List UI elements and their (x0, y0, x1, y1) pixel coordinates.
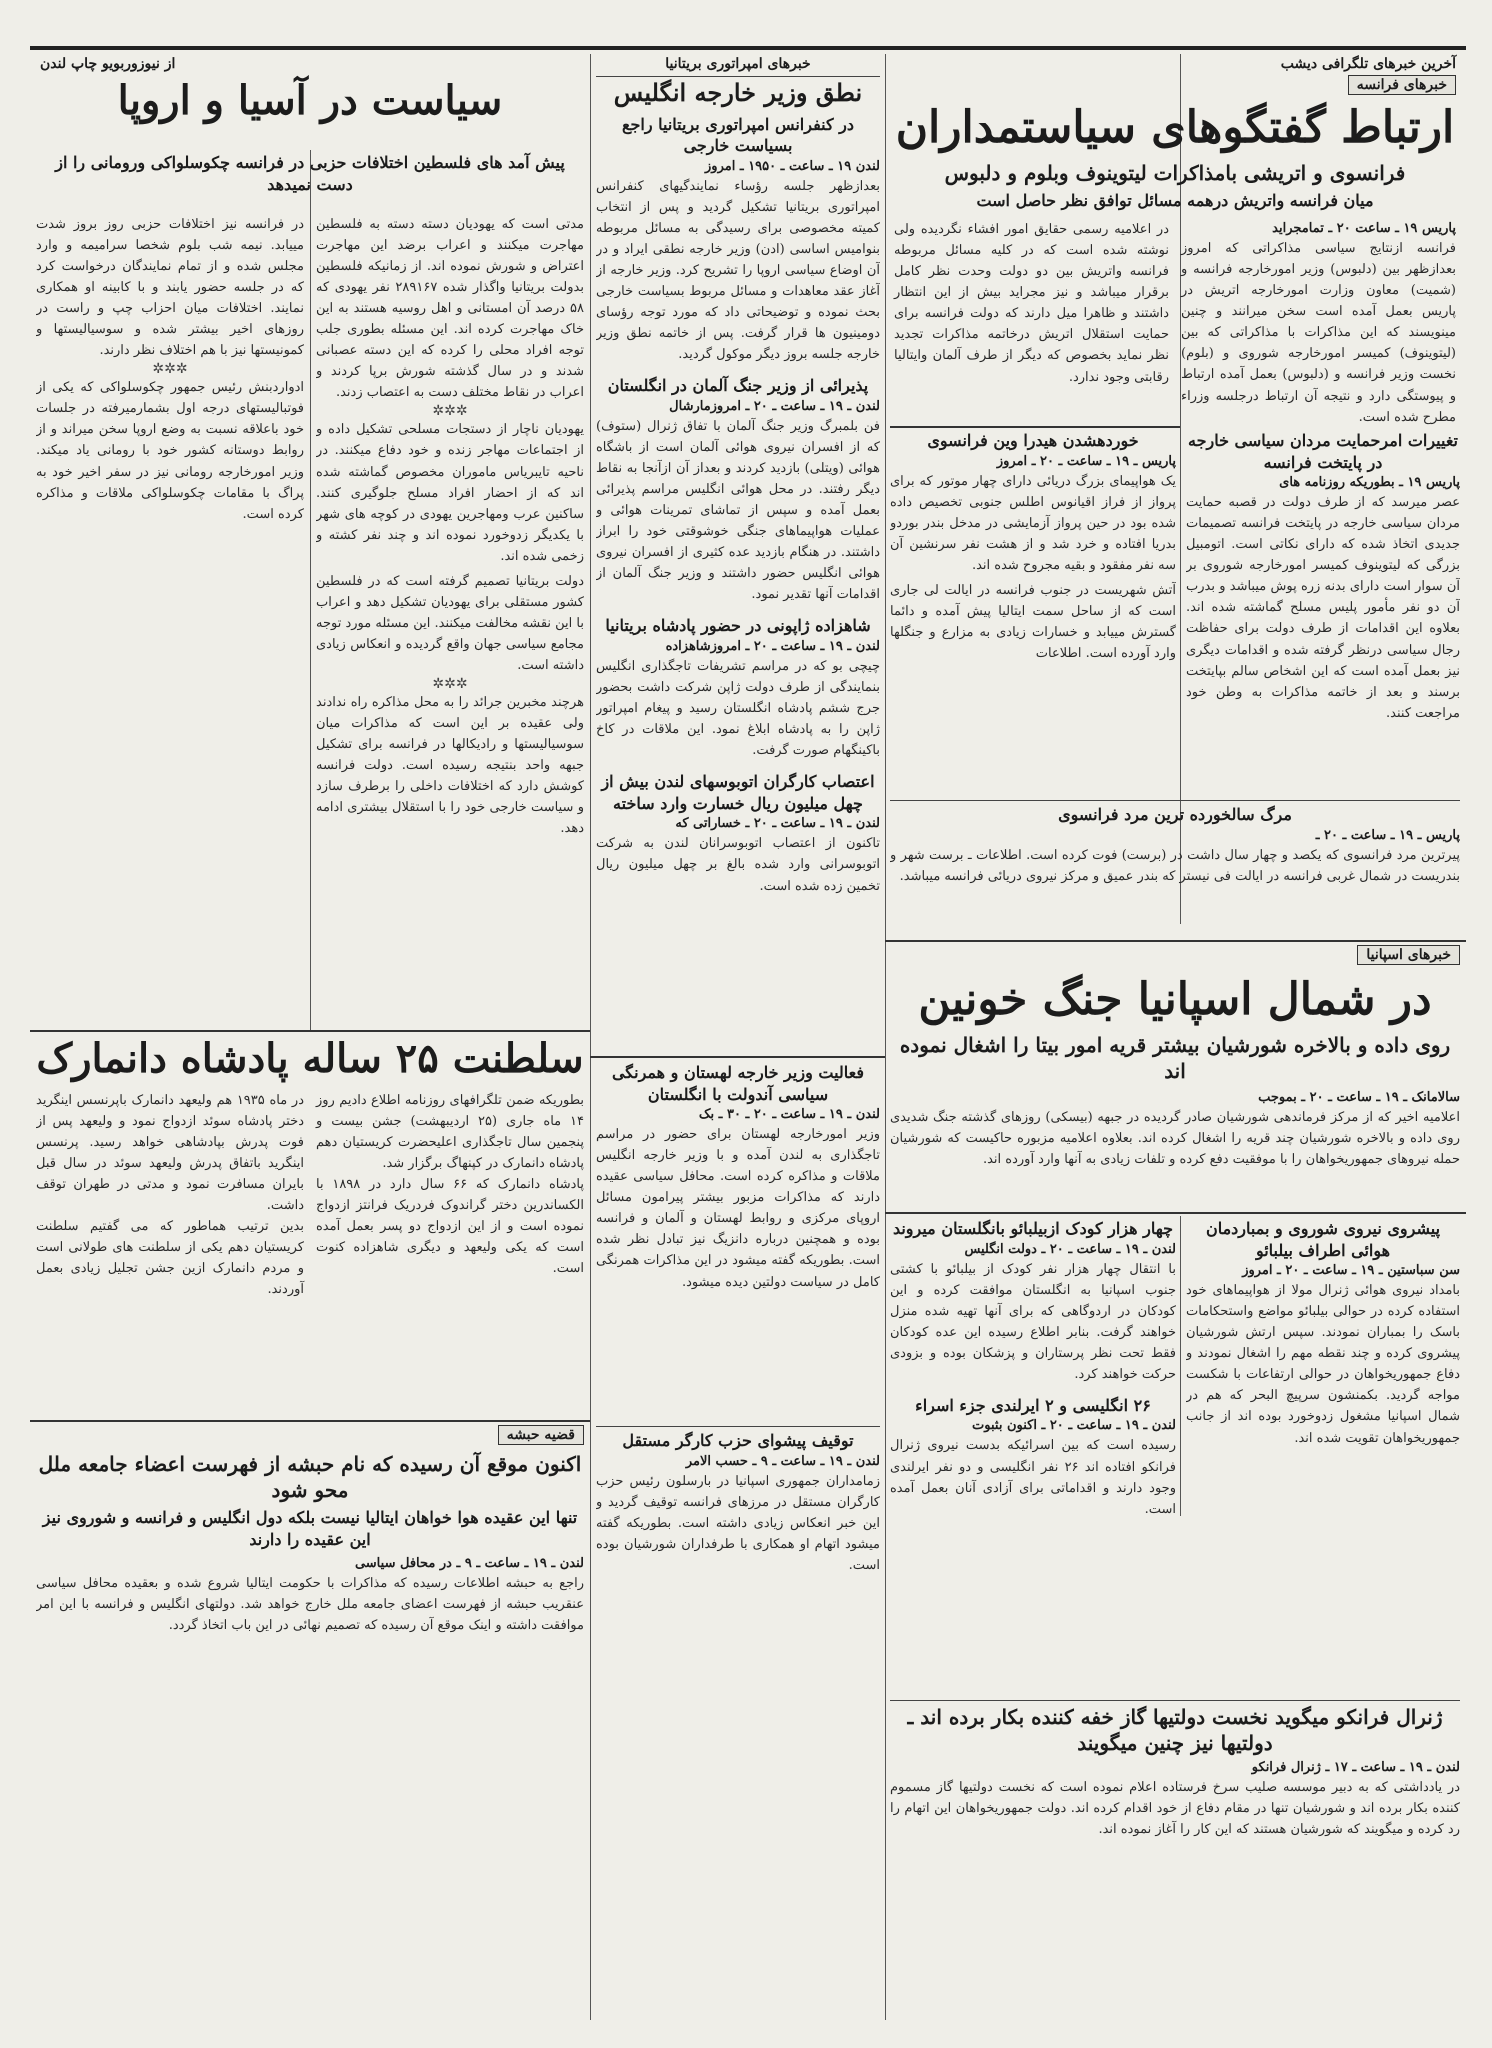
airforce-body: بامداد نیروی هوائی ژنرال مولا از هواپیماهای خود استفاده کرده در حوالی بیلبائو مواضع واستحکامات باسک را بمباران نمودند. سپس ارتش شورشیان پیشروی کرده و چند نقطه مهم را اشغال نمودند و دفاع جمهوریخواهان در حوالی ارتفاعات با شکست مواجه گردید. بکمنشون سرپیچ البحر که هم در شمال اسپانیا مشغول زدوخورد بوده اند از جانب جمهوریخواهان تقویت شده اند. (1186, 1283, 1460, 1446)
poland-dateline: لندن ـ ۱۹ ـ ساعت ـ ۲۰ ـ ۳۰ ـ بک (698, 1107, 880, 1123)
masthead-label-left: از نیوزوربویو چاپ لندن (40, 56, 176, 72)
article-oldest-man (890, 804, 1460, 934)
empire-dateline: لندن ۱۹ ـ ساعت ـ ۱۹۵۰ ـ امروز (705, 158, 880, 174)
article-gas (890, 1704, 1460, 2024)
children-headline: چهار هزار کودک ازبیلبائو بانگلستان میروند (892, 1219, 1174, 1238)
empire-column (596, 54, 880, 1054)
denmark-headline: سلطنت ۲۵ ساله پادشاه دانمارک (36, 1036, 584, 1082)
divider (596, 1426, 880, 1427)
airforce-dateline: سن سباستین ـ ۱۹ ـ ساعت ـ ۲۰ ـ امروز (1242, 1263, 1460, 1279)
prisoners-body: رسیده است که بین اسرائیکه بدست نیروی ژنرال فرانکو افتاده اند ۲۶ نفر انگلیسی و دو نفر ایرلندی وجود دارند و اقداماتی برای آزادی آنان بعمل آمده است. (890, 1438, 1176, 1517)
children-dateline: لندن ـ ۱۹ ـ ساعت ـ ۲۰ ـ دولت انگلیس (964, 1241, 1176, 1257)
labour-headline: توقیف پیشوای حزب کارگر مستقل (622, 1431, 854, 1450)
bus-strike-dateline: لندن ـ ۱۹ ـ ساعت ـ ۲۰ ـ خساراتی که (675, 816, 880, 832)
german-minister-headline: پذیرائی از وزیر جنگ آلمان در انگلستان (607, 376, 869, 396)
denmark-body-2: پادشاه دانمارک که ۶۶ سال دارد در ۱۸۹۸ با الکساندرین دختر گراندوک فردریک فرانتز ازدواج نموده است و از این ازدواج دو پسر بعمل آمده است که یکی ولیعهد و دیگری شاهزاده کنوت است. (316, 1177, 584, 1277)
divider (890, 800, 1460, 801)
divider (590, 1056, 885, 1058)
denmark-body: بطوریکه ضمن تلگرافهای روزنامه اطلاع دادیم روز ۱۴ ماه جاری (۲۵ اردیبهشت) جشن بیست و پنجمین سال تاجگذاری اعلیحضرت کریستیان دهم پادشاه دانمارک در کپنهاگ برگزار شد. (316, 1093, 584, 1172)
japan-prince-dateline: لندن ـ ۱۹ ـ ساعت ـ ۲۰ ـ امروزشاهزاده (665, 639, 880, 655)
spain-body: اعلامیه اخیر که از مرکز فرماندهی شورشیان صادر گردیده در جبهه (بیسکی) روزهای گذشته جنگ شدیدی روی داده و بالاخره شورشیان چند قریه را اشغال کرده اند. بعلاوه اعلامیه مزبوره حاکیست که شورشیان حمله نیروهای جمهوریخواهان را با موفقیت دفع کرده و تلفات زیادی به آنها وارد آورده اند. (890, 1109, 1460, 1167)
asia-europe-headline: سیاست در آسیا و اروپا (117, 77, 503, 124)
section-label-abyssinia: قضیه حبشه (498, 1425, 584, 1445)
palestine-body-final: دولت بریتانیا تصمیم گرفته است که در فلسطین کشور مستقلی برای یهودیان تشکیل دهد و اعراب با این نقشه مخالفت میکنند. این مسئله مورد توجه مجامع سیاسی جهان واقع گردیده و انعکاس زیادی داشته است. (316, 573, 584, 673)
asia-europe-sub (36, 152, 584, 212)
czech-body: ادواردبنش رئیس جمهور چکوسلواکی که یکی از فوتبالیستهای درجه اول بشمارمیرفته در جلسات خود باعلاقه نسبت به وضع اروپا سخن میراند و از روابط دوستانه کشور خود با رومانی یاد میکند. وزیر امورخارجه رومانی نیز در سفر اخیر خود به پراگ با مقامات چکوسلواکی ملاقات و مذاکره کرده است. (36, 380, 304, 522)
japan-prince-body: چیچی بو که در مراسم تشریفات تاجگذاری انگلیس بنمایندگی از طرف دولت ژاپن شرکت داشت بحضور جرج ششم پادشاه انگلستان رسید و پیغام امپراتور ژاپن را به پادشاه ابلاغ نمود. این ملاقات در کاخ باکینگهام صورت گرفت. (596, 659, 880, 759)
spain-headline: در شمال اسپانیا جنگ خونین (918, 974, 1432, 1025)
divider (890, 1700, 1460, 1701)
asia-europe-subheadline: پیش آمد های فلسطین اختلافات حزبی در فرانسه چکوسلواکی ورومانی را از دست نمیدهد (55, 153, 565, 194)
france-body-continued: در اعلامیه رسمی حقایق امور افشاء نگردیده ولی نوشته شده است که در کلیه مسائل مربوطه فرانسه واتریش بین دو دولت وحدت نظر کامل برقرار میباشد و نیز مجراید بیش از این انتظار داشتند و ظاهرا میل دارند که دولت فرانسه برای حمایت استقلال اتریش درخاتمه مذاکرات تجدید نظر نماید بخصوص که دیگر از طرف آلمان وایتالیا رقابتی وجود ندارد. (894, 222, 1169, 385)
column-divider (590, 54, 591, 1114)
poland-headline: فعالیت وزیر خارجه لهستان و همرنگی سیاسی آندولت با انگلستان (611, 1063, 865, 1104)
france-dateline: پاریس ۱۹ ـ ساعت ۲۰ ـ تمامجراید (1272, 221, 1456, 237)
asia-europe-column-b (36, 214, 304, 1024)
abyssinia-subheadline: تنها این عقیده هوا خواهان ایتالیا نیست بلکه دول انگلیس و فرانسه و شوروی نیز این عقیده را دارند (42, 1508, 578, 1549)
palestine-body: مدتی است که یهودیان دسته دسته به فلسطین مهاجرت میکنند و اعراب برضد این مهاجرت اعتراض و شورش نموده اند. از زمانیکه فلسطین بدولت بریتانیا واگذار شده ۲۸۹۱۶۷ نفر یهودی که ۵۸ درصد آن امستانی و اهل روسیه هستند به این خاک مهاجرت کرده اند. این مسئله بطوری جلب توجه افراد محلی را کرده که این دسته عصبانی شدند و در سال گذشته شورش برپا کردند و اعراب در نقاط مختلف دست به اعتصاب زدند. (316, 217, 584, 401)
gas-headline: ژنرال فرانکو میگوید نخست دولتیها گاز خفه کننده بکار برده اند ـ دولتیها نیز چنین میگویند (907, 1705, 1443, 1755)
asia-europe-header (36, 54, 584, 154)
oldest-dateline: پاریس ـ ۱۹ ـ ساعت ـ ۲۰ ـ (1315, 827, 1460, 843)
separator-stars: ✲✲✲ (432, 403, 468, 420)
france-headline: ارتباط گفتگوهای سیاستمداران (895, 102, 1455, 153)
section-label-spain: خبرهای اسپانیا (1357, 945, 1460, 965)
seaplane-headline: خوردهشدن هیدرا وین فرانسوی (927, 431, 1139, 450)
masthead-label: آخرین خبرهای تلگرافی دیشب (1280, 56, 1456, 72)
politicians-headline: تغییرات امرحمایت مردان سیاسی خارجه در پایتخت فرانسه (1188, 431, 1458, 472)
abyssinia-body: راجع به حبشه اطلاعات رسیده که مذاکرات با حکومت ایتالیا شروع شده و بعقیده محافل سیاسی عنقریب حبشه از فهرست اعضای جامعه ملل خارج خواهد شد. دولتهای انگلیس و فرانسه با این امر موافقت داشته و اینک موقع آن رسیده که تصمیم نهائی در این باب اتخاذ گردد. (36, 1576, 584, 1634)
article-seaplane (890, 430, 1176, 850)
politicians-body: عصر میرسد که از طرف دولت در قصبه حمایت مردان سیاسی خارجه در پایتخت فرانسه تصمیمات جدیدی اتخاذ شده که دارای نکاتی است. اتومبیل بزرگی که لیتوینوف کمیسر امورخارجه شوروی بر آن سوار است دارای بدنه زره پوش میباشد و بدرب آن دو نفر مأمور پلیس مسلح گماشته شده اند. بعلاوه این اقدامات از طرف دولت برای حفاظت رجال سیاسی درنظر گرفته شده و اقدامات دیگری نیز بعمل آمده است که این اشخاص سالم بپایتخت برسند و بعد از خاتمه مذاکرات به وطن خود مراجعت کنند. (1186, 495, 1460, 721)
column-divider (310, 150, 311, 1030)
politicians-dateline: پاریس ۱۹ ـ بطوریکه روزنامه های (1279, 475, 1460, 491)
fire-body: آتش شهریست در جنوب فرانسه در ایالت لی جاری است که از ساحل سمت ایتالیا پیش آمده و دائما گسترش مییابد و خسارات زیادی به مزارع و جنگلها وارد آورده است. اطلاعات (890, 582, 1176, 661)
masthead-label-empire: خبرهای امپراتوری بریتانیا (665, 56, 811, 72)
gas-dateline: لندن ـ ۱۹ ـ ساعت ـ ۱۷ ـ ژنرال فرانکو (1251, 1760, 1460, 1775)
section-label-france: خبرهای فرانسه (1348, 75, 1456, 95)
france-parties-body: در فرانسه نیز اختلافات حزبی روز بروز شدت مییابد. نیمه شب بلوم شخصا سرامیمه و وارد مجلس شده و از تمام نمایندگان درخواست کرد که در جلسه حضور یابند و با کابینه او همکاری نمایند. اختلافات میان احزاب چپ و راست در روزهای اخیر بیشتر شده و سوسیالیستها و کمونیستها نیز با هم اختلاف نظر دارند. (36, 217, 304, 359)
column-divider (590, 1060, 591, 2020)
abyssinia-headline: اکنون موقع آن رسیده که نام حبشه از فهرست اعضاء جامعه ملل محو شود (38, 1452, 582, 1502)
empire-body: بعدازظهر جلسه رؤساء نمایندگیهای کنفرانس امپراتوری بریتانیا تشکیل گردید و پس از انتخاب کمیته مخصوصی برای رسیدگی به مسائل مربوطه بنوامیس اساسی (ادن) وزیر خارجه نطقی ایراد و در آن اوضاع سیاسی اروپا را تشریح کرد. وزیر خارجه از آغاز عقد معاهدات و مسائل مربوط بسیاست خارجی بحث نموده و توضیحاتی داد که مورد توجه رؤسای دومینیون ها قرار گرفت. پس از خاتمه نطق وزیر خارجه جلسه بروز دیگر موکول گردید. (596, 178, 880, 363)
airforce-headline: پیشروی نیروی شوروی و بمباردمان هوائی اطراف بیلبائو (1205, 1219, 1441, 1260)
divider (890, 426, 1180, 428)
asia-europe-column-a (316, 214, 584, 1024)
poland-body: وزیر امورخارجه لهستان برای حضور در مراسم تاجگذاری به لندن آمده و با وزیر خارجه انگلیس ملاقات و مذاکره کرده است. محافل سیاسی عقیده دارند که مذاکرات مزبور بیشتر پیرامون مسائل اروپای مرکزی و روابط لهستان و آلمان و فرانسه بوده و همچنین درباره دانزیگ نیز تبادل نظر شده است. بطوریکه گفته میشود در این مذاکرات همرنگی کامل در سیاست دولتین دیده میشود. (596, 1127, 880, 1290)
labour-dateline: لندن ـ ۱۹ ـ ساعت ـ ۹ ـ حسب الامر (685, 1453, 880, 1469)
divider (30, 1420, 590, 1422)
divider (30, 1030, 590, 1032)
top-rule (30, 46, 1466, 50)
spain-dateline: سالامانک ـ ۱۹ ـ ساعت ـ ۲۰ ـ بموجب (1258, 1089, 1460, 1105)
article-politicians (1186, 430, 1460, 850)
article-poland (596, 1062, 880, 1422)
abyssinia-section (36, 1424, 584, 2024)
japan-prince-headline: شاهزاده ژاپونی در حضور پادشاه بریتانیا (605, 616, 871, 636)
french-parties-body: هرچند مخبرین جرائد را به محل مذاکره راه ندادند ولی عقیده بر این است که مذاکرات میان سوسیالیستها و رادیکالها در فرانسه برای تشکیل جبهه واحد بنتیجه رسیده است. دولت فرانسه کوشش دارد که اختلافات داخلی را برطرف سازد و سیاست خارجی خود را با استقلال بیشتری ادامه دهد. (316, 694, 584, 837)
denmark-body-4: بدین ترتیب هماطور که می گفتیم سلطنت کریستیان دهم یکی از سلطنت های طولانی است و مردم دانمارک ازین جشن تجلیل زیادی بعمل آوردند. (36, 1219, 304, 1298)
bus-strike-headline: اعتصاب کارگران اتوبوسهای لندن بیش از چهل میلیون ریال خسارت وارد ساخته (601, 772, 875, 813)
spain-subheadline: روی داده و بالاخره شورشیان بیشتر قریه امور بیتا را اشغال نموده اند (899, 1032, 1451, 1083)
oldest-body: پیرترین مرد فرانسوی که یکصد و چهار سال داشت در (برست) فوت کرده است. اطلاعات ـ برست شهر و بندریست در شمال غربی فرانسه در ایالت فی نیستر که بندر عمیق و مرکز نیروی دریائی فرانسه میباشد. (890, 847, 1460, 884)
oldest-headline: مرگ سالخورده ترین مرد فرانسوی (1058, 805, 1292, 824)
column-divider (1180, 1216, 1181, 1516)
seaplane-body: یک هواپیمای بزرگ دریائی دارای چهار موتور که برای پرواز از فراز اقیانوس اطلس جنوبی تخصیص داده شده بود در حین پرواز آزمایشی در مدخل بندر بوردو بدریا افتاده و خرد شد و از هشت نفر سرنشین آن سه نفر مفقود و بقیه مجروح شده اند. (890, 473, 1176, 573)
denmark-section (36, 1036, 584, 1416)
abyssinia-dateline: لندن ـ ۱۹ ـ ساعت ـ ۹ ـ در محافل سیاسی (354, 1556, 584, 1572)
separator-stars: ✲✲✲ (432, 675, 468, 692)
seaplane-dateline: پاریس ـ ۱۹ ـ ساعت ـ ۲۰ ـ امروز (996, 453, 1176, 469)
france-subheadline-2: میان فرانسه واتریش درهمه مسائل توافق نظر حاصل است (976, 190, 1374, 210)
prisoners-dateline: لندن ـ ۱۹ ـ ساعت ـ ۲۰ ـ اکنون بثبوت (972, 1418, 1176, 1434)
article-airforce (1186, 1218, 1460, 1698)
german-minister-body: فن بلمبرگ وزیر جنگ آلمان با تفاق ژنرال (ستوف) که از افسران نیروی هوائی آلمان است از باشگاه هوائی (ویتلی) بازدید کردند و بعداز آن ازآنجا به نقاط دیگر رفتند. در محل هوائی انگلیس مراسم پذیرائی بعمل آمده و سپس از تماشای تمرینات هوائی و عملیات هواپیماهای جنگی خوشوقتی خود را ابراز داشتند. در هنگام بازدید عده کثیری از افسران نیروی هوائی انگلیس حضور داشتند و وزیر جنگ آلمان از اقدامات آنها تقدیر نمود. (596, 419, 880, 603)
labour-body: زمامداران جمهوری اسپانیا در بارسلون رئیس حزب کارگران مستقل در مرزهای فرانسه توقیف گردید و این خبر انعکاس زیادی داشته است. بطوریکه گفته میشود اتهام او همکاری با طرفداران شورشیان بوده است. (596, 1473, 880, 1573)
gas-body: در یادداشتی که به دبیر موسسه صلیب سرخ فرستاده اعلام نموده است که نخست دولتیها گاز مسموم کننده بکار برده اند و شورشیان تنها در مقام دفاع از خود اقدام کرده اند. دولت جمهوریخواهان این اتهام را رد کرده و میگویند که شورشیان هستند که این کار را آغاز نموده اند. (890, 1780, 1460, 1838)
denmark-body-3: در ماه ۱۹۳۵ هم ولیعهد دانمارک باپرنسس اینگرید دختر پادشاه سوئد ازدواج نمود و ولیعهد پس از فوت پدرش بپادشاهی خواهد رسید. پرنسس اینگرید باتفاق پدرش ولیعهد سوئد در سال قبل بایران مسافرت نمود و مدتی در طهران توقف داشت. (36, 1093, 304, 1214)
german-minister-dateline: لندن ـ ۱۹ ـ ساعت ـ ۲۰ ـ امروزمارشال (669, 399, 880, 414)
divider (885, 940, 1466, 942)
palestine-body-continued: یهودیان ناچار از دستجات مسلحی تشکیل داده و از اجتماعات مهاجر زنده و خود دفاع میکنند. در ناحیه تایبریاس ماموران مخصوص گماشته شده اند که از احضار افراد مسلح جلوگیری کنند. ساکنین عرب ومهاجرین یهودی در کوچه های شهر با یکدیگر زدوخورد نموده اند و چند نفر کشته و زخمی شده اند. (316, 422, 584, 564)
column-divider (885, 54, 886, 2020)
divider (885, 1212, 1466, 1214)
article-children (890, 1218, 1176, 1518)
prisoners-headline: ۲۶ انگلیسی و ۲ ایرلندی جزء اسراء (915, 1395, 1151, 1415)
children-body: با انتقال چهار هزار نفر کودک از بیلبائو با کشتی جنوب اسپانیا به انگلستان موافقت کرده و این کودکان در اردوگاهی که برای آنها تهیه شده منزل خواهند گرفت. بنابر اطلاع رسیده این عده کودکان فقط تحت نظر پرستاران و پزشکان بوده و بزودی حرکت خواهند کرد. (890, 1261, 1176, 1382)
bus-strike-body: تاکنون از اعتصاب اتوبوسرانان لندن به شرکت اتوبوسرانی وارد شده بالغ بر چهل میلیون ریال تخمین زده شده است. (596, 836, 880, 894)
france-subheadline: فرانسوی و اتریشی بامذاکرات لیتوینوف وبلوم و دلبوس (944, 160, 1406, 185)
empire-headline: نطق وزیر خارجه انگلیس (613, 78, 863, 107)
empire-subheadline: در کنفرانس امپراتوری بریتانیا راجع بسیاست خارجی (621, 114, 855, 156)
france-body: فرانسه ازنتایج سیاسی مذاکراتی که امروز بعدازظهر بین (دلبوس) وزیر امورخارجه فرانسه و (شمیت) معاون وزارت امورخارجه اتریش در پاریس بعمل آمده است سخن میرانند و چنین مینویسند که این مذاکرات با مذاکراتی که بین (لیتوینوف) کمیسر امورخارجه شوروی و (بلوم) نخست وزیر فرانسه و (دلبوس) بعمل آمده ارتباط و پیوستگی دارد و نتیجه آن ارتباط درجلسه وزراء مطرح شده است. (1181, 241, 1456, 425)
article-labour (596, 1430, 880, 1760)
separator-stars: ✲✲✲ (152, 361, 188, 378)
